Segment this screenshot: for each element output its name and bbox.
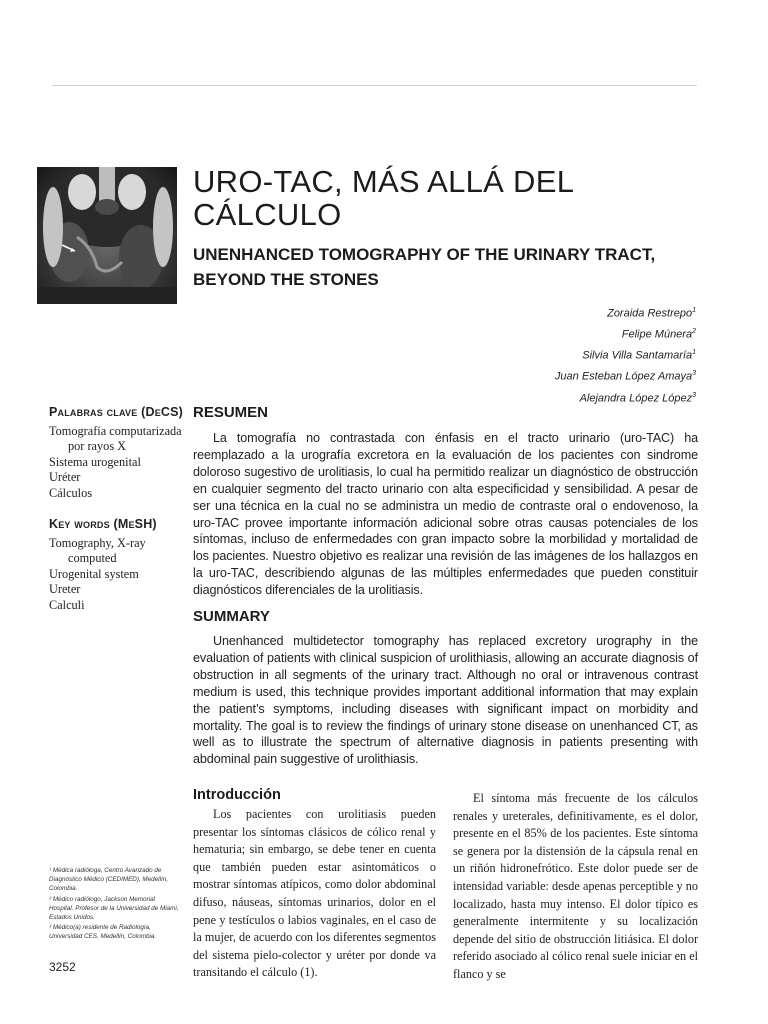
- intro-column-1: Los pacientes con urolitiasis pueden presentar los síntomas clásicos de cólico renal y hematuria; sin embargo, se debe tener en cuenta que también pueden estar asintomáticos o mostrar síntomas atípicos, como dolor abdominal difuso, náuseas, síntomas urinarios, dolor en el pene y testículos o labios vaginales, en el caso de la mujer, de acuerdo con los diferentes segmentos del sistema pielo-colector y uréter por donde va transitando el cálculo (1).: [193, 807, 436, 980]
- intro-column-2: El síntoma más frecuente de los cálculos renales y ureterales, definitivamente, es el dolor, presente en el 85% de los pacientes. Este síntoma se genera por la distensión de la cápsula renal en un riñón hidronefrótico. Este dolor puede ser de intensidad variable: desde apenas perceptible y no localizado, hasta muy intenso. El dolor típico es generalmente intermitente y su localización depende del sitio de obstrucción litiásica. El dolor referido asociado al cólico renal suele iniciar en el flanco y se: [453, 791, 698, 981]
- keyword: Uréter: [49, 470, 81, 484]
- keyword: Sistema urogenital: [49, 454, 141, 469]
- top-rule: [52, 85, 697, 86]
- author: Felipe Múnera$^2$: [621, 328, 696, 341]
- resumen-heading: RESUMEN: [193, 404, 269, 421]
- author: Zoraida Restrepo$^1$: [607, 307, 696, 320]
- keyword: por rayos X: [68, 439, 127, 453]
- footnotes: [49, 866, 179, 943]
- footnote: ² Médico radiólogo, Jackson Memorial Hospital. Profesor de la Universidad de Miami, Estados Unidos.: [49, 895, 179, 922]
- keyword: Ureter: [49, 582, 81, 596]
- footnote: ³ Médico(a) residente de Radiología, Universidad CES, Medellín, Colombia.: [49, 924, 157, 941]
- author: Silvia Villa Santamaría$^1$: [582, 349, 696, 362]
- keyword: computed: [68, 551, 117, 565]
- keywords-decs: [49, 405, 183, 501]
- author: Juan Esteban López Amaya$^3$: [554, 370, 696, 384]
- keyword: Cálculos: [49, 485, 93, 500]
- article-subtitle: UNENHANCED TOMOGRAPHY OF THE URINARY TRACT, BEYOND THE STONES: [193, 245, 656, 289]
- ct-scan-image: [37, 167, 177, 304]
- keywords-mesh: [49, 517, 157, 613]
- summary-heading: SUMMARY: [193, 608, 270, 625]
- summary-text: Unenhanced multidetector tomography has replaced excretory urography in the evaluation of patients with clinical suspicion of urolithiasis, allowing an accurate diagnosis of obstruction in all segments of the urinary tract. Although no oral or intravenous contrast medium is used, this technique provides important additional information that may explain the patient’s symptoms, including diseases with significant impact on morbidity and mortality. The goal is to review the findings of urinary stone disease on unenhanced CT, as well as to illustrate the spectrum of alternative diagnosis in patients presenting with abdominal pain suggestive of urolithiasis.: [193, 634, 698, 767]
- keywords-decs-heading: Palabras clave (DeCS): [49, 405, 184, 419]
- keywords-mesh-heading: Key words (MeSH): [49, 517, 157, 531]
- intro-heading: Introducción: [193, 787, 281, 803]
- footnote: ¹ Médica radióloga, Centro Avanzado de Diagnóstico Médico (CEDIMED), Medellín, Colombia.: [49, 867, 168, 893]
- keyword: Tomografía computarizada: [49, 423, 182, 438]
- keyword: Tomography, X-ray: [49, 535, 146, 550]
- author: Alejandra López López$^3$: [579, 391, 696, 405]
- page-number: 3252: [49, 960, 76, 974]
- keyword: Calculi: [49, 597, 85, 612]
- keyword: Urogenital system: [49, 566, 139, 581]
- author-list: [555, 302, 696, 408]
- resumen-text: La tomografía no contrastada con énfasis en el tracto urinario (uro-TAC) ha reemplazado a la urografía excretora en la evaluación de los pacientes con sindrome doloroso sugestivo de urolitiasis, lo cual ha permitido realizar un diagnóstico de obstrucción en cualquier segmento del tracto urinario con alta especificidad y sensibilidad. A pesar de ser una técnica en la cual no se administra un medio de contraste oral o endovenoso, la uro-TAC provee importante información adicional sobre otras causas potenciales de los síntomas, incluso de enfermedades con gran impacto sobre la morbilidad y mortalidad de los pacientes. Nuestro objetivo es realizar una revisión de las imágenes de los hallazgos en la uro-TAC, describiendo algunas de las múltiples enfermedades que pueden constituir diagnósticos diferenciales de la urolitiasis.: [193, 431, 698, 598]
- article-title: URO-TAC, MÁS ALLÁ DEL CÁLCULO: [193, 164, 574, 232]
